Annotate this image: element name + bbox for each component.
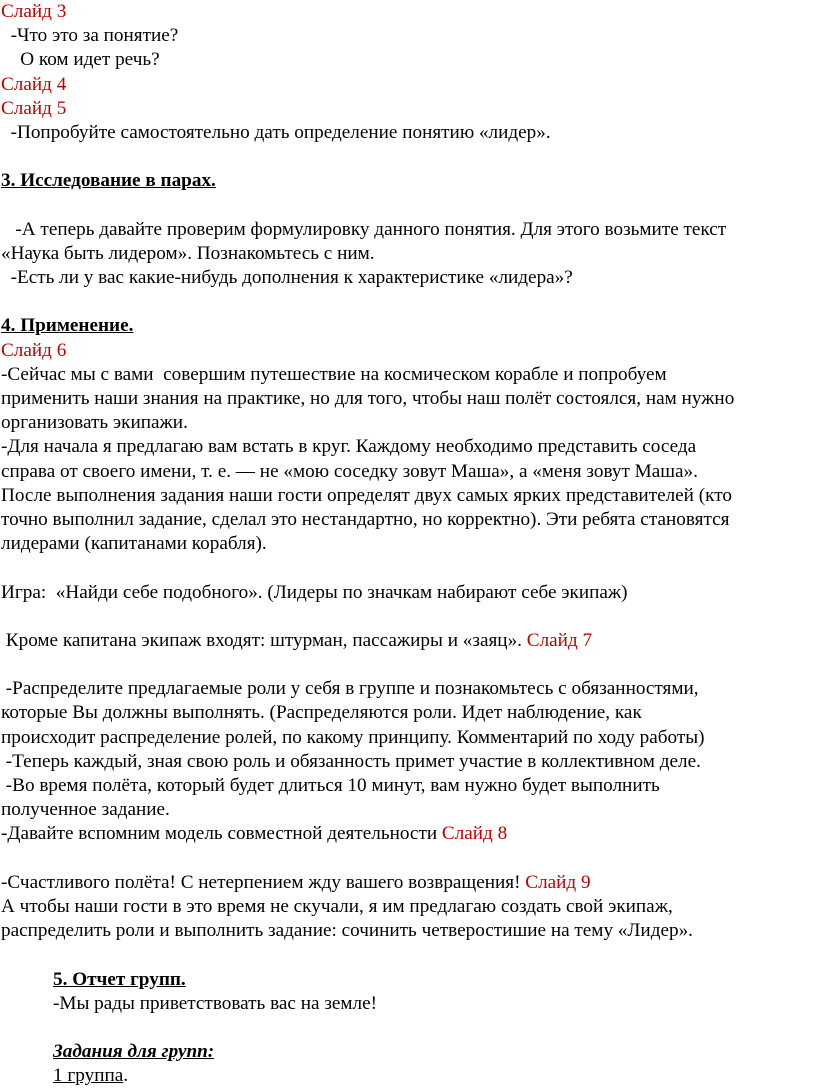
- paragraph-line: -Распределите предлагаемые роли у себя в группе и познакомьтесь с обязанностями,: [1, 678, 699, 700]
- game-description: Игра: «Найди себе подобного». (Лидеры по значкам набирают себе экипаж): [1, 581, 628, 603]
- happy-flight-text: -Счастливого полёта! С нетерпением жду вашего возвращения!: [1, 871, 526, 893]
- slide-8-label: Слайд 8: [441, 823, 508, 845]
- group-tasks-heading: Задания для групп:: [53, 1041, 215, 1063]
- spacer: [1, 145, 813, 169]
- paragraph-line: -Во время полёта, который будет длиться 10 минут, вам нужно будет выполнить: [1, 775, 660, 796]
- spacer: [1, 605, 813, 629]
- slide-4-label: Слайд 4: [1, 73, 67, 95]
- crew-roles-text: Кроме капитана экипаж входят: штурман, пассажиры и «заяц».: [1, 629, 527, 651]
- spacer: [1, 556, 813, 580]
- paragraph-line: полученное задание.: [1, 799, 170, 821]
- spacer: [1, 194, 813, 218]
- cooperation-model-line: [1, 822, 813, 846]
- crew-roles-line: [1, 629, 813, 653]
- question-concept: -Что это за понятие?: [1, 25, 179, 47]
- paragraph-line: происходит распределение ролей, по какому принципу. Комментарий по ходу работы): [1, 726, 705, 748]
- spacer: [1, 653, 813, 677]
- spacer: [1, 290, 813, 314]
- paragraph-line: -Теперь каждый, зная свою роль и обязанность примет участие в коллективном деле.: [1, 750, 701, 772]
- cooperation-model-text: -Давайте вспомним модель совместной деятельности: [1, 823, 442, 845]
- question-topic: О ком идет речь?: [1, 49, 160, 71]
- slide-3-label: Слайд 3: [1, 1, 67, 22]
- paragraph-line: распределить роли и выполнить задание: сочинить четверостишие на тему «Лидер».: [1, 920, 693, 942]
- group-1-label: 1 группа: [53, 1065, 124, 1087]
- section-5-heading: 5. Отчет групп.: [53, 968, 186, 990]
- spacer: [1, 847, 813, 871]
- paragraph-line: которые Вы должны выполнять. (Распределяются роли. Идет наблюдение, как: [1, 702, 642, 724]
- paragraph-line: организовать экипажи.: [1, 412, 188, 434]
- group-tasks-line: [1, 1040, 813, 1064]
- section-3-heading: 3. Исследование в парах.: [1, 170, 216, 192]
- paragraph-line: применить наши знания на практике, но для того, чтобы наш полёт состоялся, нам нужно: [1, 388, 735, 409]
- document-page: [1, 0, 813, 1088]
- paragraph-line: справа от своего имени, т. е. — не «мою соседку зовут Маша», а «меня зовут Маша».: [1, 460, 698, 482]
- slide-6-label: Слайд 6: [1, 339, 67, 361]
- welcome-back-text: -Мы рады приветствовать вас на земле!: [53, 992, 378, 1014]
- paragraph-line: -Для начала я предлагаю вам встать в круг. Каждому необходимо представить соседа: [1, 436, 697, 458]
- section-4-heading: 4. Применение.: [1, 315, 134, 337]
- group-1-period: .: [123, 1065, 129, 1087]
- paragraph-line: -Сейчас мы с вами совершим путешествие на космическом корабле и попробуем: [1, 363, 667, 385]
- section-5-line: [1, 968, 813, 992]
- paragraph-line: А чтобы наши гости в это время не скучали, я им предлагаю создать свой экипаж,: [1, 895, 673, 917]
- paragraph-line: лидерами (капитанами корабля).: [1, 533, 267, 555]
- slide-5-label: Слайд 5: [1, 97, 67, 119]
- spacer: [1, 943, 813, 967]
- slide-9-label: Слайд 9: [525, 871, 591, 893]
- happy-flight-line: [1, 871, 813, 895]
- paragraph-line: точно выполнил задание, сделал это нестандартно, но корректно). Эти ребята становятся: [1, 508, 730, 530]
- spacer: [1, 1016, 813, 1040]
- slide-7-label: Слайд 7: [526, 629, 593, 651]
- paragraph-line: После выполнения задания наши гости определят двух самых ярких представителей (кто: [1, 484, 732, 506]
- paragraph-line: -Есть ли у вас какие-нибудь дополнения к характеристике «лидера»?: [1, 267, 573, 289]
- paragraph-line: «Наука быть лидером». Познакомьтесь с ним.: [1, 242, 375, 264]
- group-1-line: [1, 1064, 813, 1088]
- define-leader-prompt: -Попробуйте самостоятельно дать определение понятию «лидер».: [1, 121, 551, 143]
- paragraph-line: -А теперь давайте проверим формулировку данного понятия. Для этого возьмите текст: [1, 218, 727, 240]
